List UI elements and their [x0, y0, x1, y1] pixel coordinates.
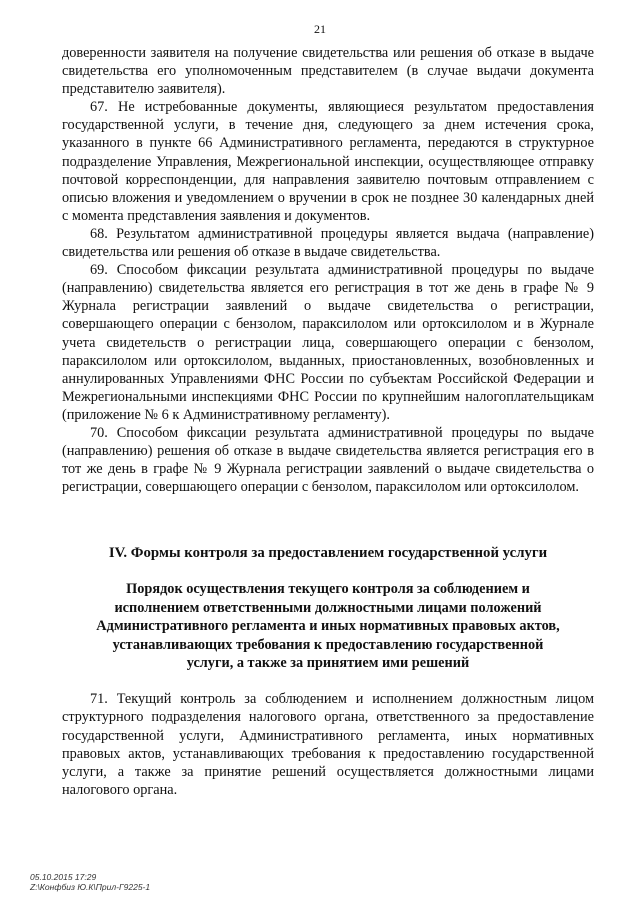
- paragraph-71: 71. Текущий контроль за соблюдением и исполнением должностным лицом структурного подразделения налогового органа, ответственного за предоставление государственной услуги, Административного регламента, иных нормативных правовых актов, устанавливающих требования к предоставлению государственной услуги, а также за принятие решений осуществляется должностными лицами налогового органа.: [62, 691, 594, 798]
- footer-timestamp: 05.10.2015 17:29: [30, 872, 97, 882]
- paragraph-67: 67. Не истребованные документы, являющиеся результатом предоставления государственной услуги, в течение дня, следующего за днем истечения срока, указанного в пункте 66 Административного регламента, передаются в структурное подразделение Управления, Межрегиональной инспекции, осуществляющее отправку почтовой корреспонденции, для направления заявителю почтовым отправлением с описью вложения и уведомлением о вручении в срок не позднее 30 календарных дней с момента представления заявления и документов.: [62, 99, 594, 224]
- page-number: 21: [314, 22, 326, 36]
- paragraph-continuation: доверенности заявителя на получение свидетельства или решения об отказе в выдаче свидетельства его уполномоченным представителем (в случае выдачи документа представителю заявителя).: [62, 45, 594, 98]
- footer-stamp: [30, 872, 150, 892]
- paragraph-69: 69. Способом фиксации результата административной процедуры по выдаче (направлению) свидетельства является его регистрация в тот же день в графе № 9 Журнала регистрации заявлений о выдаче свидетельства о регистрации, совершающего операции с бензолом, параксилолом или ортоксилолом и в Журнале учета свидетельств о регистрации лица, совершающего операции с бензолом, параксилолом или ортоксилолом, выданных, приостановленных, возобновленных и аннулированных Управлениями ФНС России по субъектам Российской Федерации и Межрегиональными инспекциями ФНС России по крупнейшим налогоплательщикам (приложение № 6 к Административному регламенту).: [62, 262, 594, 423]
- footer-file-path: Z:\Конфбиз Ю.К\Прил-Г9225-1: [30, 882, 151, 892]
- document-body: [62, 44, 594, 799]
- subsection-heading: Порядок осуществления текущего контроля за соблюдением и исполнением ответственными должностными лицами положений Административного регламента и иных нормативных правовых актов, устанавливающих требования к предоставлению государственной услуги, а также за принятием ими решений: [96, 581, 560, 671]
- paragraph-68: 68. Результатом административной процедуры является выдача (направление) свидетельства или решения об отказе в выдаче свидетельства.: [62, 225, 594, 261]
- section-heading: IV. Формы контроля за предоставлением государственной услуги: [108, 545, 548, 562]
- paragraph-70: 70. Способом фиксации результата административной процедуры по выдаче (направлению) решения об отказе в выдаче свидетельства является регистрация его в тот же день в графе № 9 Журнала регистрации заявлений о выдаче свидетельства о регистрации, совершающего операции с бензолом, параксилолом или ортоксилолом.: [62, 424, 594, 496]
